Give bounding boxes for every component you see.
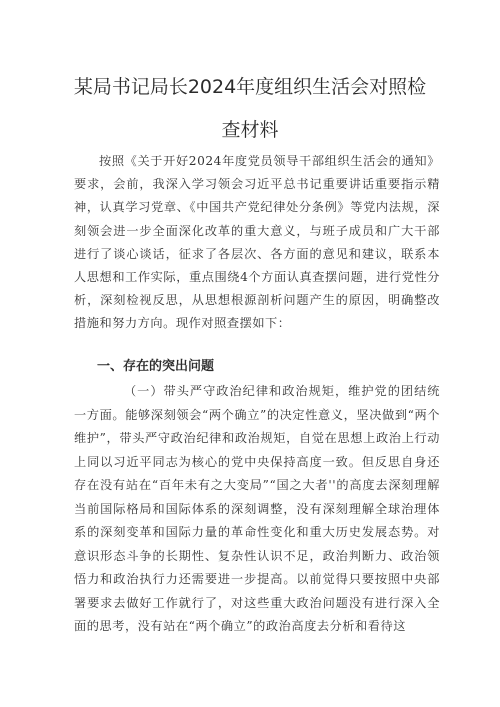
section-1-paragraph-1: （一）带头严守政治纪律和政治规矩，维护党的团结统一方面。能够深刻领会“两个确立”的决定性意义，坚决做到“两个维护”，带头严守政治纪律和政治规矩，自觉在思想上政治上行动上同以习近平同志为核心的党中央保持高度一致。但反思自身还存在没有站在“百年未有之大变局”“国之大者''的高度去深刻理解当前国际格局和国际体系的深刻调整，没有深刻理解全球治理体系的深刻变革和国际力量的革命性变化和重大历史发展态势。对意识形态斗争的长期性、复杂性认识不足，政治判断力、政治领悟力和政治执行力还需要进一步提高。以前觉得只要按照中央部署要求去做好工作就行了，对这些重大政治问题没有进行深入全面的思考，没有站在“两个确立”的政治高度去分析和看待这 [74,384,440,633]
document-title-line-2: 查材料 [221,119,279,141]
section-heading-problems: 一、存在的突出问题 [97,359,215,374]
intro-paragraph: 按照《关于开好2024年度党员领导干部组织生活会的通知》要求，会前，我深入学习领会习近平总书记重要讲话重要指示精神，认真学习党章、《中国共产党纪律处分条例》等党内法规，深刻领会进一步全面深化改革的重大意义，与班子成员和广大干部进行了谈心谈话，征求了各层次、各方面的意见和建议，联系本人思想和工作实际，重点围绕4个方面认真查摆问题，进行党性分析，深刻检视反思，从思想根源剖析问题产生的原因，明确整改措施和努力方向。现作对照查摆如下： [74,154,440,331]
document-title-line-1: 某局书记局长2024年度组织生活会对照检 [73,76,427,98]
